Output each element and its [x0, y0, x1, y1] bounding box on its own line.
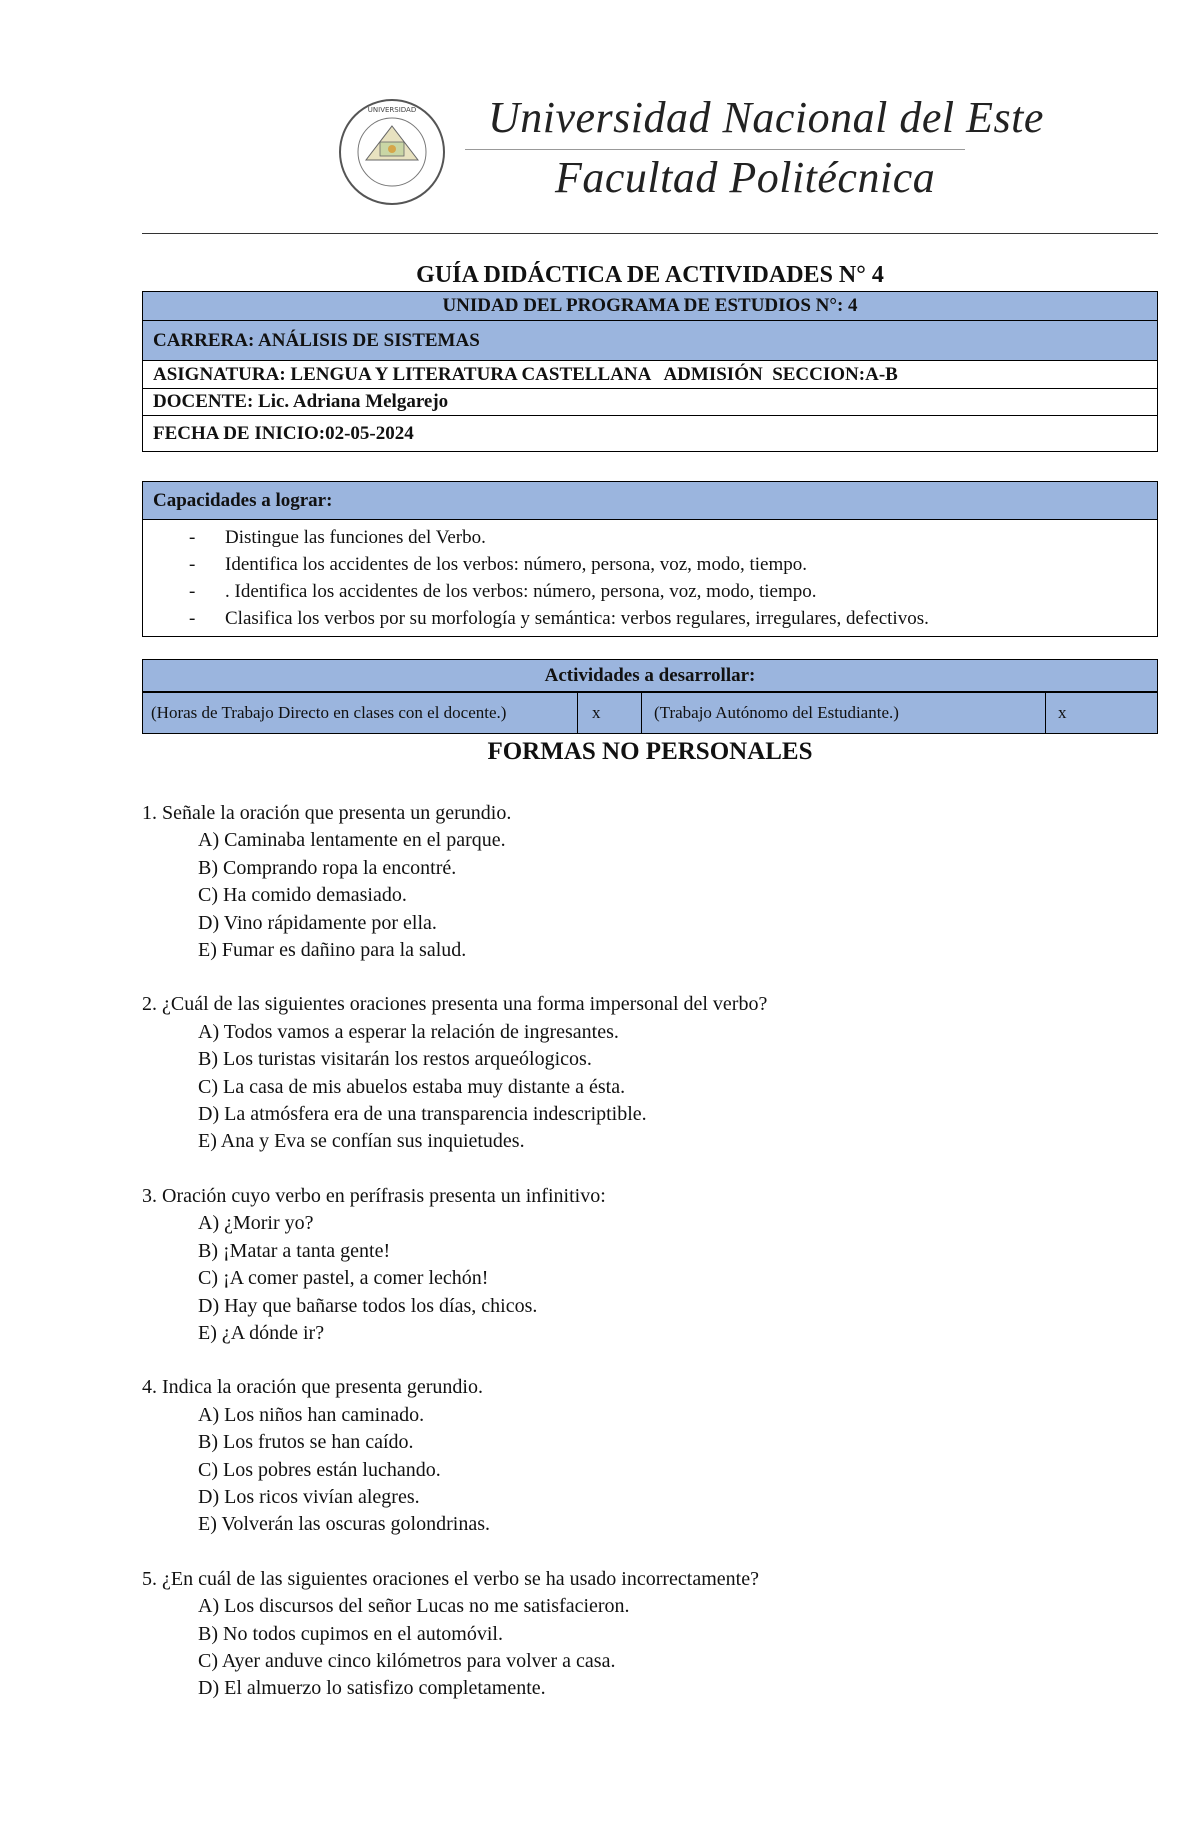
- question-option: C) ¡A comer pastel, a comer lechón!: [198, 1267, 489, 1290]
- question-option: E) Ana y Eva se confían sus inquietudes.: [198, 1130, 525, 1153]
- info-table: [142, 291, 1158, 452]
- trabajo-autonomo-mark: x: [1058, 703, 1067, 722]
- document-title: GUÍA DIDÁCTICA DE ACTIVIDADES N° 4: [416, 262, 884, 288]
- question-4: [142, 1374, 1142, 1538]
- question-option: E) ¿A dónde ir?: [198, 1321, 325, 1344]
- question-stem: 5. ¿En cuál de las siguientes oraciones el verbo se ha usado incorrectamente?: [142, 1567, 759, 1590]
- question-1: [142, 800, 1142, 964]
- university-seal-logo: [338, 98, 446, 206]
- capacidades-list: [143, 520, 1157, 636]
- question-5: [142, 1566, 1142, 1703]
- question-option: D) Los ricos vivían alegres.: [198, 1485, 420, 1508]
- question-option: D) La atmósfera era de una transparencia indescriptible.: [198, 1103, 647, 1126]
- unidad-row: UNIDAD DEL PROGRAMA DE ESTUDIOS N°: 4: [143, 292, 1157, 321]
- actividades-heading: Actividades a desarrollar:: [143, 660, 1157, 692]
- asignatura-row: [143, 361, 1157, 389]
- question-3: [142, 1183, 1142, 1347]
- question-option: C) La casa de mis abuelos estaba muy distante a ésta.: [198, 1075, 626, 1098]
- question-option: C) Los pobres están luchando.: [198, 1458, 441, 1481]
- section-title: FORMAS NO PERSONALES: [487, 738, 813, 765]
- question-option: D) El almuerzo lo satisfizo completamente.: [198, 1677, 546, 1700]
- question-option: D) Hay que bañarse todos los días, chicos.: [198, 1294, 538, 1317]
- question-option: A) Todos vamos a esperar la relación de ingresantes.: [198, 1020, 619, 1043]
- question-option: C) Ayer anduve cinco kilómetros para volver a casa.: [198, 1649, 616, 1672]
- header-divider-short: [465, 149, 965, 150]
- question-option: E) Volverán las oscuras golondrinas.: [198, 1513, 490, 1536]
- question-stem: 4. Indica la oración que presenta gerundio.: [142, 1376, 483, 1399]
- question-stem: 1. Señale la oración que presenta un gerundio.: [142, 802, 512, 824]
- question-option: A) ¿Morir yo?: [198, 1212, 314, 1235]
- list-item: - Identifica los accidentes de los verbos: número, persona, voz, modo, tiempo.: [189, 554, 807, 575]
- question-stem: 3. Oración cuyo verbo en perífrasis presenta un infinitivo:: [142, 1184, 606, 1207]
- question-option: E) Fumar es dañino para la salud.: [198, 939, 467, 962]
- list-item: - Distingue las funciones del Verbo.: [189, 527, 486, 548]
- capacidades-box: [142, 481, 1158, 637]
- list-item: - . Identifica los accidentes de los verbos: número, persona, voz, modo, tiempo.: [189, 581, 817, 602]
- question-option: C) Ha comido demasiado.: [198, 884, 407, 907]
- question-option: A) Los niños han caminado.: [198, 1403, 425, 1426]
- header-divider: [142, 233, 1158, 234]
- faculty-name: Facultad Politécnica: [555, 153, 936, 202]
- docente-row: DOCENTE: Lic. Adriana Melgarejo: [143, 389, 1157, 416]
- question-stem: 2. ¿Cuál de las siguientes oraciones presenta una forma impersonal del verbo?: [142, 993, 768, 1016]
- trabajo-directo-label: (Horas de Trabajo Directo en clases con el docente.): [143, 693, 578, 733]
- question-option: A) Caminaba lentamente en el parque.: [198, 829, 506, 852]
- question-option: B) No todos cupimos en el automóvil.: [198, 1622, 503, 1645]
- asignatura-text: ASIGNATURA: LENGUA Y LITERATURA CASTELLANA ADMISIÓN SECCION:A-B: [153, 363, 898, 385]
- list-item: - Clasifica los verbos por su morfología y semántica: verbos regulares, irregulares, defectivos.: [189, 608, 929, 629]
- question-option: A) Los discursos del señor Lucas no me satisfacieron.: [198, 1595, 630, 1618]
- carrera-row: CARRERA: ANÁLISIS DE SISTEMAS: [143, 321, 1157, 361]
- trabajo-directo-mark: x: [578, 693, 642, 733]
- actividades-row: [143, 692, 1157, 733]
- question-option: B) Comprando ropa la encontré.: [198, 856, 457, 879]
- question-option: B) Los turistas visitarán los restos arqueólogicos.: [198, 1048, 592, 1071]
- capacidades-heading: Capacidades a lograr:: [143, 482, 1157, 520]
- question-option: D) Vino rápidamente por ella.: [198, 911, 437, 934]
- university-name: Universidad Nacional del Este: [488, 93, 1044, 142]
- svg-text:UNIVERSIDAD: UNIVERSIDAD: [367, 106, 417, 114]
- fecha-row: FECHA DE INICIO:02-05-2024: [153, 422, 414, 444]
- actividades-box: [142, 659, 1158, 734]
- questions-list: [142, 800, 1142, 1730]
- question-2: [142, 991, 1142, 1155]
- question-option: B) Los frutos se han caído.: [198, 1431, 414, 1454]
- question-option: B) ¡Matar a tanta gente!: [198, 1239, 391, 1262]
- trabajo-autonomo-label: (Trabajo Autónomo del Estudiante.): [642, 693, 1046, 733]
